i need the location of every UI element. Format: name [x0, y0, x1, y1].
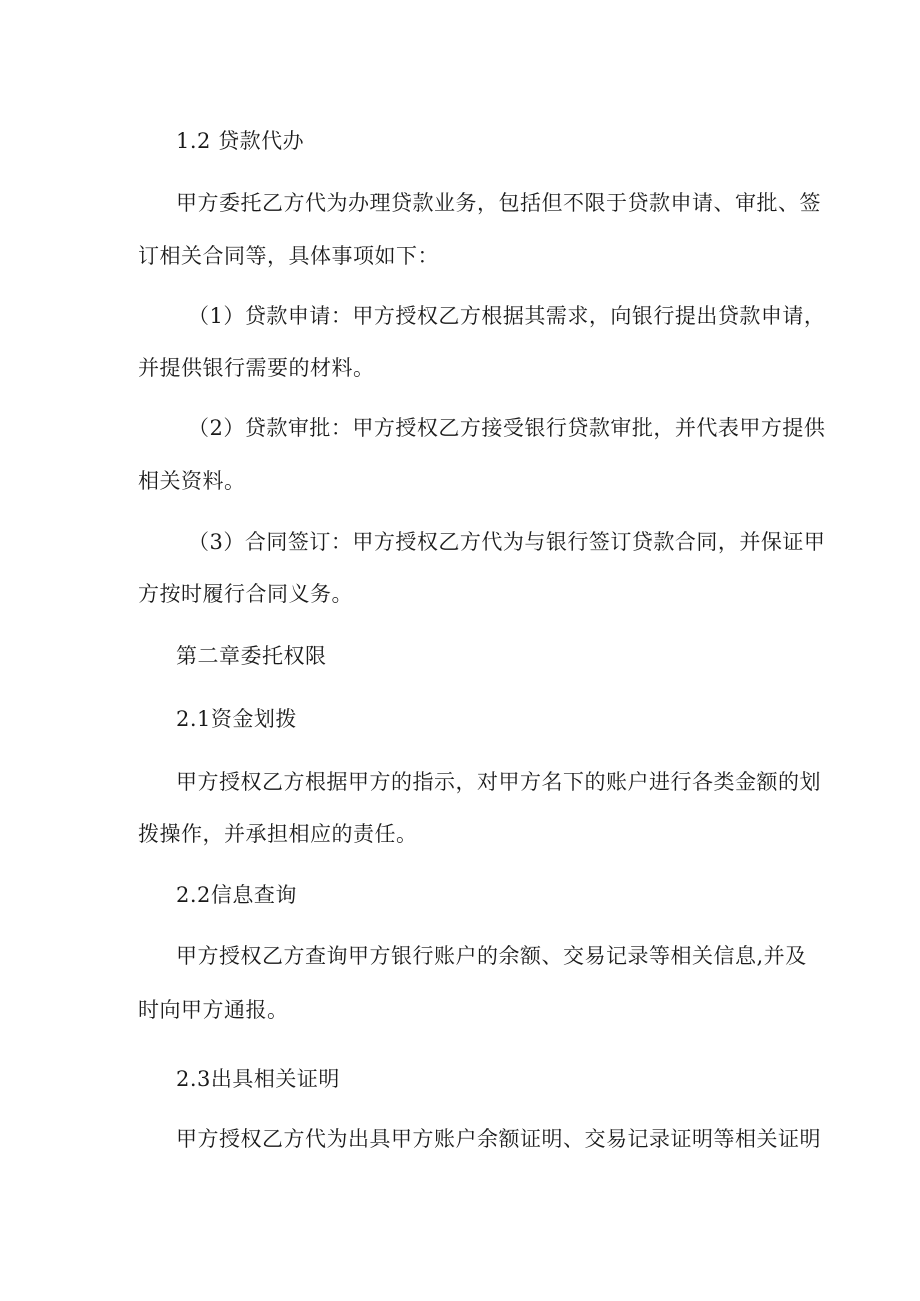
paragraph-line: 订相关合同等，具体事项如下： — [138, 244, 439, 268]
paragraph-line: 相关资料。 — [138, 469, 246, 493]
paragraph-line: 方按时履行合同义务。 — [138, 582, 353, 606]
section-heading-2-3: 2.3出具相关证明 — [176, 1067, 340, 1091]
paragraph-line: 甲方授权乙方代为出具甲方账户余额证明、交易记录证明等相关证明 — [176, 1127, 821, 1151]
list-item-contract-signing: （3）合同签订：甲方授权乙方代为与银行签订贷款合同，并保证甲 — [188, 530, 826, 554]
section-heading-1-2: 1.2 贷款代办 — [176, 129, 305, 153]
paragraph-line: 甲方授权乙方根据甲方的指示，对甲方名下的账户进行各类金额的划 — [176, 770, 821, 794]
section-heading-2-2: 2.2信息查询 — [176, 883, 297, 907]
section-heading-2-1: 2.1资金划拨 — [176, 707, 297, 731]
chapter-heading: 第二章委托权限 — [176, 644, 327, 668]
paragraph-line: 拨操作，并承担相应的责任。 — [138, 822, 418, 846]
paragraph-line: 甲方授权乙方查询甲方银行账户的余额、交易记录等相关信息,并及 — [176, 944, 807, 968]
paragraph-line: 时向甲方通报。 — [138, 998, 289, 1022]
paragraph-line: 并提供银行需要的材料。 — [138, 356, 375, 380]
list-item-loan-approval: （2）贷款审批：甲方授权乙方接受银行贷款审批，并代表甲方提供 — [188, 416, 826, 440]
paragraph-line: 甲方委托乙方代为办理贷款业务，包括但不限于贷款申请、审批、签 — [176, 191, 821, 215]
list-item-loan-application: （1）贷款申请：甲方授权乙方根据其需求，向银行提出贷款申请， — [188, 304, 826, 328]
